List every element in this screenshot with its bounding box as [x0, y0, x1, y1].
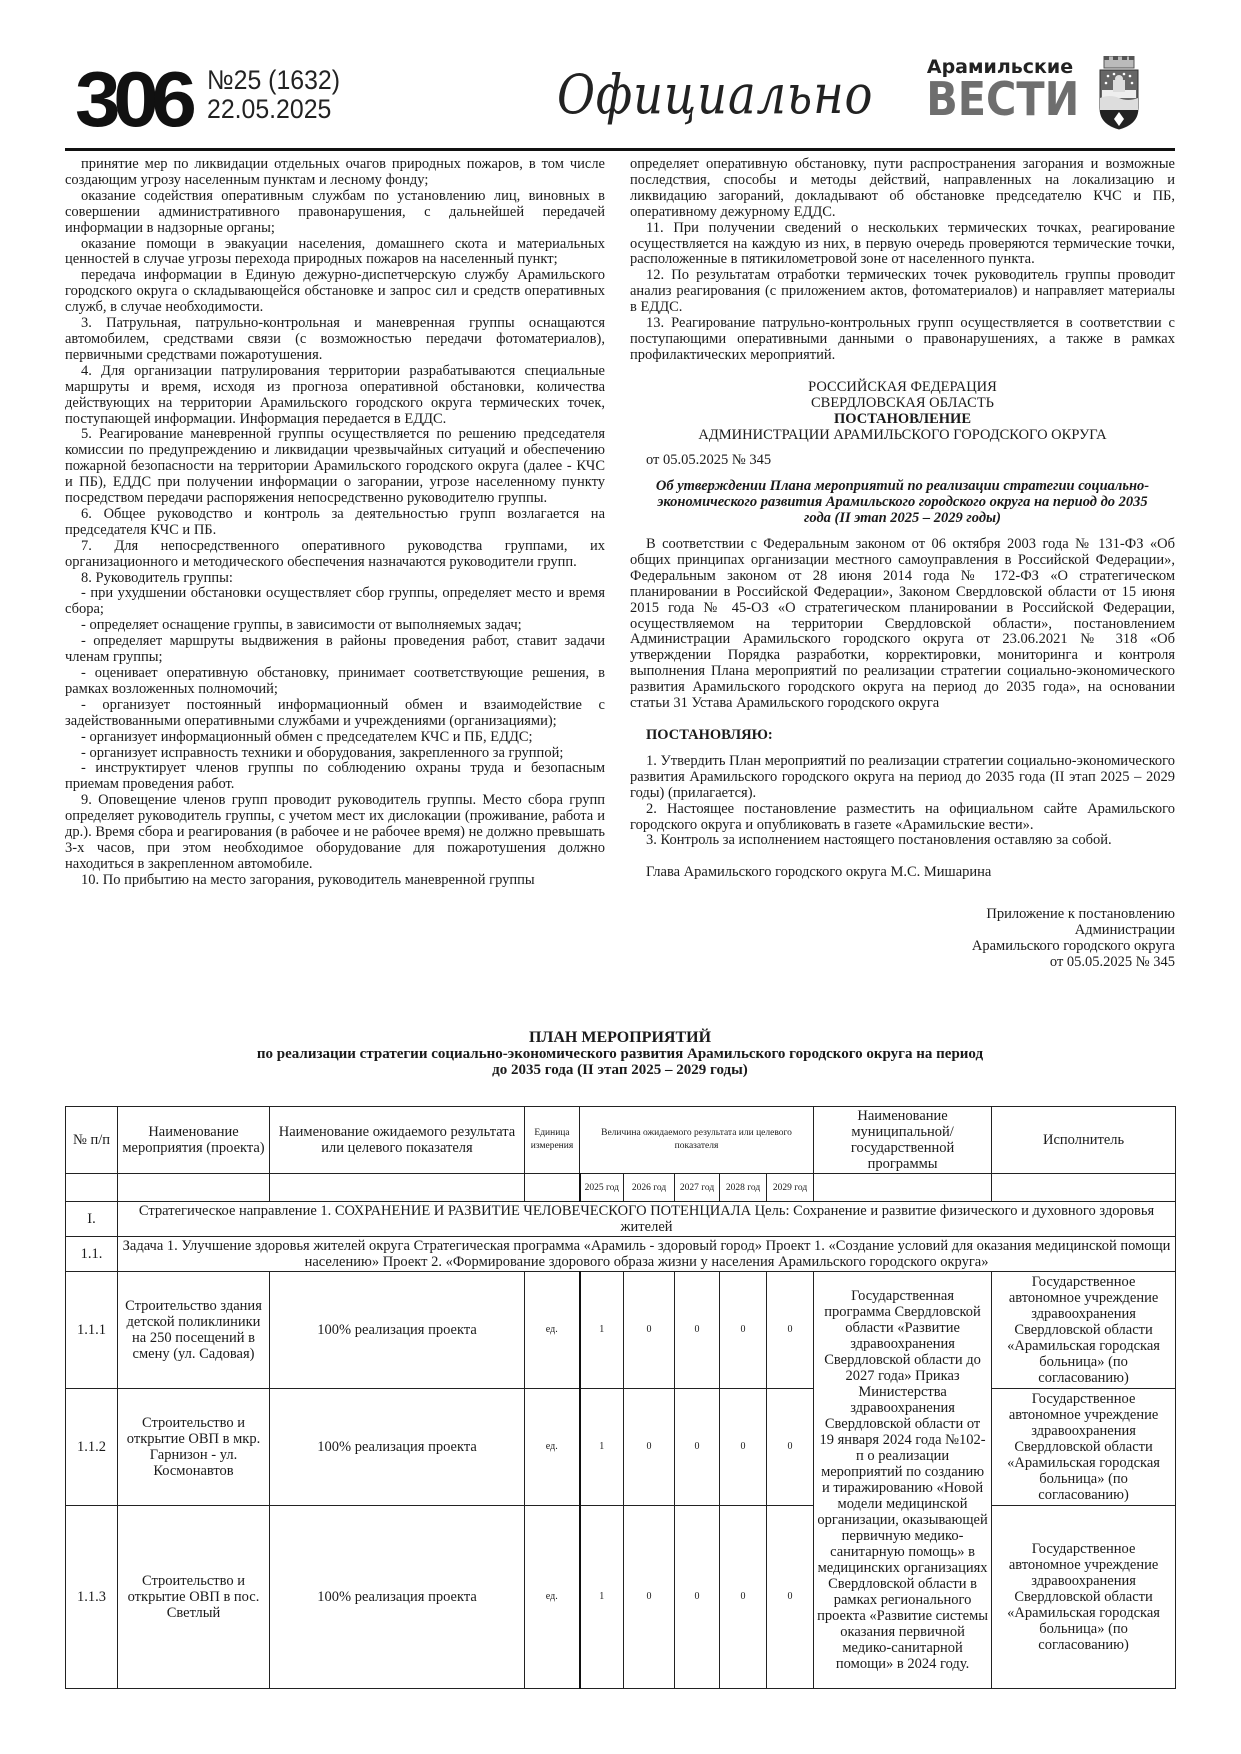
row-result: 100% реализация проекта: [270, 1506, 525, 1689]
paragraph: 3. Патрульная, патрульно-контрольная и маневренная группы оснащаются автомобилем, средствами связи (с возможностью передачи фотоматериалов), первичными средствами пожаротушения.: [65, 315, 605, 363]
paragraph: 8. Руководитель группы:: [81, 569, 233, 586]
decree-item: 3. Контроль за исполнением настоящего постановления оставляю за собой.: [646, 832, 1112, 849]
paragraph: определяет оперативную обстановку, пути распространения загорания и возможные последствия, способы и методы действий, направленных на локализацию и ликвидацию загораний, докладывают об обстановке председателю КЧС и ПБ, оперативному дежурному ЕДДС.: [630, 156, 1175, 220]
paragraph: оказание помощи в эвакуации населения, домашнего скота и материальных ценностей в случае угрозы перехода природных пожаров на населенный пункт;: [65, 235, 605, 268]
decree-resolve: ПОСТАНОВЛЯЮ:: [646, 727, 773, 743]
logo-top-text: Арамильские: [926, 56, 1074, 78]
header-result: Наименование ожидаемого результата или целевого показателя: [270, 1107, 525, 1174]
paragraph: 11. При получении сведений о нескольких термических точках, реагирование осуществляется на каждую из них, в первую очередь проверяются термические точки, расположенные в пятикилометровой зоне от населенного пункта.: [630, 219, 1175, 268]
task-text: Задача 1. Улучшение здоровья жителей округа Стратегическая программа «Арамиль - здоровый город» Проект 1. «Создание условий для оказания медицинской помощи населению» Проект 2. «Формирование здорового образа жизни у населения Арамильского городского округа»: [118, 1237, 1176, 1272]
decree-date-number: от 05.05.2025 № 345: [646, 452, 772, 469]
row-value-2029: 0: [767, 1506, 814, 1689]
decree-item: 1. Утвердить План мероприятий по реализации стратегии социально-экономического развития Арамильского городского округа на период до 2035 года (II этап 2025 – 2029 годы) (прилагается).: [630, 752, 1175, 801]
header-executor: Исполнитель: [992, 1107, 1176, 1174]
left-column: [65, 157, 605, 889]
decree-title: Об утверждении Плана мероприятий по реализации стратегии социально-экономического развития Арамильского городского округа на период до 2035 года (II этап 2025 – 2029 годы): [655, 478, 1150, 527]
logo-main-text: ВЕСТИ: [926, 72, 1080, 126]
city-coat-of-arms-icon: [1098, 56, 1140, 130]
appendix-line: Арамильского городского округа: [971, 938, 1175, 955]
paragraph: 13. Реагирование патрульно-контрольных групп осуществляется в соответствии с поступающими оперативными данными о правонарушениях, а также в рамках профилактических мероприятий.: [630, 315, 1175, 363]
right-column: [630, 157, 1175, 971]
plan-subtitle-2: до 2035 года (II этап 2025 – 2029 годы): [492, 1062, 748, 1078]
paragraph: - организует исправность техники и оборудования, закрепленного за группой;: [81, 744, 564, 761]
paragraph: 5. Реагирование маневренной группы осуществляется по решению председателя комиссии по предупреждению и ликвидации чрезвычайных ситуаций и обеспечению пожарной безопасности на территории Арамильского городского округа (далее - КЧС и ПБ), ЕДДС при получении информации о загорании, угрозе населенному пункту посредством передачи распоряжения непосредственно руководителю группы.: [65, 426, 605, 507]
decree-signature: Глава Арамильского городского округа М.С. Мишарина: [646, 864, 992, 881]
header-num: № п/п: [66, 1107, 118, 1174]
header-unit: Единица измерения: [525, 1107, 580, 1174]
appendix-line: от 05.05.2025 № 345: [1049, 953, 1175, 970]
paragraph: передача информации в Единую дежурно-диспетчерскую службу Арамильского городского округа о складывающейся обстановке и запрос сил и средств оперативных служб, в случае необходимости.: [65, 267, 605, 316]
decree-type: ПОСТАНОВЛЕНИЕ: [833, 410, 971, 427]
row-num: 1.1.1: [66, 1272, 118, 1389]
table-header-row: [66, 1107, 1176, 1174]
section-title: Официально: [557, 63, 874, 126]
paragraph: принятие мер по ликвидации отдельных очагов природных пожаров, в том числе создающим угрозу населенным пунктам и лесному фонду;: [65, 156, 605, 188]
masthead-rule: [65, 148, 1175, 151]
row-value-2028: 0: [720, 1506, 767, 1689]
row-value-2028: 0: [720, 1272, 767, 1389]
row-value-2026: 0: [624, 1506, 675, 1689]
row-num: 1.1.3: [66, 1506, 118, 1689]
row-executor: Государственное автономное учреждение здравоохранения Свердловской области «Арамильская городская больница» (по согласованию): [992, 1506, 1176, 1689]
direction-text: Стратегическое направление 1. СОХРАНЕНИЕ И РАЗВИТИЕ ЧЕЛОВЕЧЕСКОГО ПОТЕНЦИАЛА Цель: Сохранение и развитие физического и духовного здоровья жителей: [118, 1202, 1176, 1237]
decree-region: СВЕРДЛОВСКАЯ ОБЛАСТЬ: [810, 394, 995, 411]
table-row: [66, 1506, 1176, 1689]
table-task-row: [66, 1237, 1176, 1272]
row-value-2027: 0: [675, 1506, 720, 1689]
year-2027: 2027 год: [675, 1174, 720, 1202]
table-row: [66, 1272, 1176, 1389]
row-value-2025: 1: [580, 1389, 624, 1506]
paragraph: 7. Для непосредственного оперативного руководства группами, их организационного и методического обеспечения назначаются руководители групп.: [65, 537, 605, 570]
table-row: [66, 1389, 1176, 1506]
row-value-2026: 0: [624, 1389, 675, 1506]
paragraph: - определяет маршруты выдвижения в районы проведения работ, ставит задачи членам группы;: [65, 633, 605, 666]
paragraph: оказание содействия оперативным службам по установлению лиц, виновных в совершении административного правонарушения, с дальнейшей передачей информации в надзорные органы;: [65, 187, 605, 236]
header-event: Наименование мероприятия (проекта): [118, 1107, 270, 1174]
paragraph: - оценивает оперативную обстановку, принимает соответствующие решения, в рамках возложенных полномочий;: [65, 665, 605, 697]
row-num: 1.1.2: [66, 1389, 118, 1506]
header-value: Величина ожидаемого результата или целевого показателя: [580, 1107, 814, 1174]
row-event: Строительство здания детской поликлиники на 250 посещений в смену (ул. Садовая): [118, 1272, 270, 1389]
table-years-row: [66, 1174, 1176, 1202]
row-value-2029: 0: [767, 1389, 814, 1506]
paragraph: - определяет оснащение группы, в зависимости от выполняемых задач;: [81, 617, 522, 634]
appendix-line: Администрации: [1074, 922, 1175, 939]
decree-preamble: В соответствии с Федеральным законом от 06 октября 2003 года № 131-ФЗ «Об общих принципах организации местного самоуправления в Российской Федерации», Федеральным законом от 28 июня 2014 года № 172-ФЗ «О стратегическом планировании в Российской Федерации», Законом Свердловской области от 15 июня 2015 года № 45-ОЗ «О стратегическом планировании в Российской Федерации, осуществляемом на территории Свердловской области», постановлением Администрации Арамильского городского округа от 23.06.2021 № 318 «Об утверждении Порядка разработки, корректировки, мониторинга и контроля выполнения Плана мероприятий по реализации стратегии социально-экономического развития Арамильского городского округа на период до 2035 года», на основании статьи 31 Устава Арамильского городского округа: [630, 536, 1175, 712]
table-direction-row: [66, 1202, 1176, 1237]
row-value-2025: 1: [580, 1506, 624, 1689]
decree-item: 2. Настоящее постановление разместить на официальном сайте Арамильского городского округа и опубликовать в газете «Арамильские вести».: [630, 800, 1175, 833]
row-result: 100% реализация проекта: [270, 1272, 525, 1389]
row-program-shared: Государственная программа Свердловской области «Развитие здравоохранения Свердловской области до 2027 года» Приказ Министерства здравоохранения Свердловской области от 19 января 2024 года №102-п о реализации мероприятий по созданию и тиражированию «Новой модели медицинской организации, оказывающей первичную медико-санитарную помощь» в медицинских организациях Свердловской области в рамках регионального проекта «Развитие системы оказания первичной медико-санитарной помощи» в 2024 году.: [814, 1272, 992, 1689]
newspaper-logo: [920, 56, 1175, 136]
decree-issuer: АДМИНИСТРАЦИИ АРАМИЛЬСКОГО ГОРОДСКОГО ОКРУГА: [698, 426, 1107, 443]
paragraph: - организует постоянный информационный обмен и взаимодействие с задействованными оперативными службами и учреждениями (организациями);: [65, 696, 605, 729]
row-value-2026: 0: [624, 1272, 675, 1389]
paragraph: 6. Общее руководство и контроль за деятельностью групп возлагается на председателя КЧС и ПБ.: [65, 505, 605, 538]
year-2028: 2028 год: [720, 1174, 767, 1202]
paragraph: - инструктирует членов группы по соблюдению охраны труда и безопасным приемам проведения работ.: [65, 760, 605, 793]
issue-date: 22.05.2025: [207, 94, 332, 124]
row-executor: Государственное автономное учреждение здравоохранения Свердловской области «Арамильская городская больница» (по согласованию): [992, 1389, 1176, 1506]
row-value-2025: 1: [580, 1272, 624, 1389]
appendix-line: Приложение к постановлению: [986, 906, 1175, 923]
plan-title: ПЛАН МЕРОПРИЯТИЙ: [528, 1029, 712, 1046]
issue-number: №25 (1632): [207, 65, 340, 95]
plan-title-block: [65, 1030, 1175, 1078]
paragraph: 10. По прибытию на место загорания, руководитель маневренной группы: [81, 871, 535, 888]
row-unit: ед.: [525, 1272, 580, 1389]
year-2025: 2025 год: [580, 1174, 624, 1202]
row-value-2027: 0: [675, 1389, 720, 1506]
year-2026: 2026 год: [624, 1174, 675, 1202]
row-value-2027: 0: [675, 1272, 720, 1389]
task-num: 1.1.: [66, 1237, 118, 1272]
row-executor: Государственное автономное учреждение здравоохранения Свердловской области «Арамильская городская больница» (по согласованию): [992, 1272, 1176, 1389]
header-program: Наименование муниципальной/государственной программы: [814, 1107, 992, 1174]
row-value-2029: 0: [767, 1272, 814, 1389]
paragraph: 12. По результатам отработки термических точек руководитель группы проводит анализ реагирования (с приложением актов, фотоматериалов) и направляет материалы в ЕДДС.: [630, 267, 1175, 316]
paragraph: 9. Оповещение членов групп проводит руководитель группы. Место сбора групп определяет руководитель группы, с учетом мест их дислокации (проживание, работа и др.). Время сбора и реагирования (в рабочее и не рабочее время) не должно превышать 3-х часов, при этом необходимое оборудование для пожаротушения должно находиться в закрепленном автомобиле.: [65, 792, 605, 872]
paragraph: - организует информационный обмен с председателем КЧС и ПБ, ЕДДС;: [81, 728, 533, 745]
page-number: 306: [75, 55, 190, 143]
year-2029: 2029 год: [767, 1174, 814, 1202]
plan-subtitle-1: по реализации стратегии социально-экономического развития Арамильского городского округа на период: [256, 1046, 984, 1062]
issue-info: [207, 66, 340, 124]
paragraph: 4. Для организации патрулирования территории разрабатываются специальные маршруты и время, исходя из прогноза оперативной обстановки, количества действующих на территории Арамильского городского округа термических точек, поступающей информации. Информация передается в ЕДДС.: [65, 362, 605, 427]
paragraph: - при ухудшении обстановки осуществляет сбор группы, определяет место и время сбора;: [65, 585, 605, 618]
plan-table: [65, 1106, 1176, 1689]
masthead: [65, 55, 1175, 158]
row-value-2028: 0: [720, 1389, 767, 1506]
row-event: Строительство и открытие ОВП в мкр. Гарнизон - ул. Космонавтов: [118, 1389, 270, 1506]
row-unit: ед.: [525, 1389, 580, 1506]
row-result: 100% реализация проекта: [270, 1389, 525, 1506]
direction-num: I.: [66, 1202, 118, 1237]
decree-country: РОССИЙСКАЯ ФЕДЕРАЦИЯ: [808, 378, 997, 395]
row-event: Строительство и открытие ОВП в пос. Светлый: [118, 1506, 270, 1689]
row-unit: ед.: [525, 1506, 580, 1689]
